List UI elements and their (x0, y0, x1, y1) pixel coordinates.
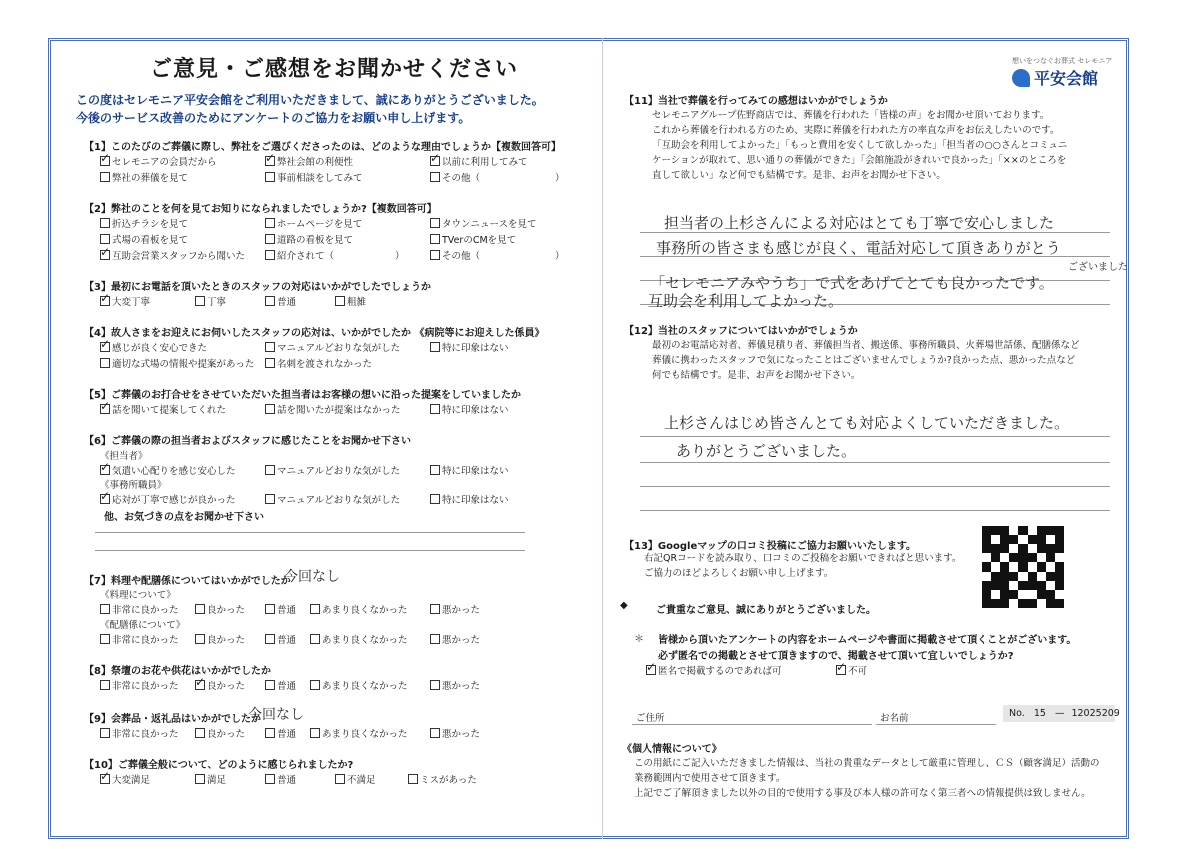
q6-option[interactable]: 特に印象はない (430, 463, 509, 477)
checkbox[interactable] (100, 634, 110, 644)
q2-option[interactable]: 道路の看板を見て (265, 232, 353, 246)
q1-option[interactable]: 弊社の葬儀を見て (100, 170, 188, 184)
checkbox[interactable] (265, 342, 275, 352)
q7-handwritten-note: 今回なし (284, 569, 340, 585)
checkbox[interactable] (430, 234, 440, 244)
question-12: 【12】当社のスタッフについてはいかがでしょうか (624, 326, 858, 337)
checkbox[interactable] (100, 604, 110, 614)
question-4: 【4】故人さまをお迎えにお伺いしたスタッフの応対は、いかがでしたか 《病院等にお迎えした係員》 (84, 328, 545, 339)
writing-line[interactable] (640, 462, 1110, 463)
checkbox[interactable] (100, 172, 110, 182)
q2-option[interactable]: ✓互助会営業スタッフから聞いた (100, 248, 245, 262)
rating-option[interactable]: 悪かった (430, 678, 480, 692)
checkbox-checked[interactable] (430, 156, 440, 166)
q12-handwritten-answer: ありがとうございました。 (676, 442, 857, 460)
q2-option[interactable]: 折込チラシを見て (100, 216, 188, 230)
checkbox[interactable] (195, 604, 205, 614)
serial-dash: — (1054, 708, 1065, 719)
q11-handwritten-answer: 「セレモニアみやうち」で式をあげてとても良かったです。 (650, 274, 1054, 292)
rating-option[interactable]: 悪かった (430, 602, 480, 616)
intro-line-2: 今後のサービス改善のためにアンケートのご協力をお願い申し上げます。 (76, 111, 471, 125)
question-7: 【7】料理や配膳係についてはいかがでしたか (84, 576, 291, 587)
checkbox-checked[interactable] (836, 665, 846, 675)
checkbox[interactable] (430, 728, 440, 738)
rating-option[interactable]: あまり良くなかった (310, 678, 408, 692)
q3-option[interactable]: 丁寧 (195, 294, 226, 308)
checkbox[interactable] (265, 172, 275, 182)
checkbox-checked[interactable] (100, 342, 110, 352)
checkbox[interactable] (430, 172, 440, 182)
q13-instructions: 右記QRコードを読み取り、口コミのご投稿をお願いできればと思います。 ご協力のほどよろしくお願い申し上げます。 (644, 553, 962, 579)
rating-option[interactable]: あまり良くなかった (310, 632, 408, 646)
q4-option[interactable]: 適切な式場の情報や提案があった (100, 356, 254, 370)
privacy-body: この用紙にご記入いただきました情報は、当社の貴重なデータとして厳重に管理し、ＣＳ（顧客満足）活動の 業務範囲内で使用させて頂きます。 上記でご了解頂きました以外の目的で使用する事及び本人様の許可なく第三者への情報提供は致しません。 (634, 758, 1100, 799)
checkbox-checked[interactable] (100, 296, 110, 306)
checkbox[interactable] (430, 342, 440, 352)
q9-handwritten-note: 今回なし (248, 707, 304, 723)
rating-option[interactable]: 普通 (265, 678, 296, 692)
q2-option[interactable]: タウンニュースを見て (430, 216, 537, 230)
checkbox[interactable] (335, 774, 345, 784)
checkbox[interactable] (430, 465, 440, 475)
rating-option[interactable]: 普通 (265, 602, 296, 616)
checkbox-checked[interactable] (646, 665, 656, 675)
q2-option[interactable]: TVerのCMを見て (430, 232, 516, 246)
rating-option[interactable]: あまり良くなかった (310, 602, 408, 616)
q2-paren: ） (555, 251, 565, 262)
q12-handwritten-answer: 上杉さんはじめ皆さんとても対応よくしていただきました。 (664, 414, 1070, 432)
checkbox[interactable] (310, 604, 320, 614)
checkbox[interactable] (100, 358, 110, 368)
q5-option[interactable]: ✓話を聞いて提案してくれた (100, 402, 226, 416)
q1-option[interactable]: ✓セレモニアの会員だから (100, 154, 217, 168)
q1-option[interactable]: ✓ 以前に利用してみて (430, 154, 528, 168)
q10-option[interactable]: 普通 (265, 772, 296, 786)
q6-option[interactable]: マニュアルどおりな気がした (265, 463, 400, 477)
name-label: お名前 (880, 713, 909, 724)
page-title: ご意見・ご感想をお聞かせください (150, 57, 519, 82)
q4-option[interactable]: 名刺を渡されなかった (265, 356, 372, 370)
q6-sub-office: 《事務所職員》 (100, 480, 167, 491)
q10-option[interactable]: ✓大変満足 (100, 772, 150, 786)
question-8: 【8】祭壇のお花や供花はいかがでしたか (84, 666, 271, 677)
rating-option[interactable]: 悪かった (430, 632, 480, 646)
checkbox-checked[interactable] (100, 250, 110, 260)
q2-paren: ） (395, 251, 405, 262)
writing-line[interactable] (640, 486, 1110, 487)
q2-option[interactable]: ホームページを見て (265, 216, 362, 230)
writing-line[interactable] (95, 550, 525, 551)
q3-option[interactable]: ✓大変丁寧 (100, 294, 150, 308)
q2-option[interactable]: 紹介されて（ (265, 248, 334, 262)
q5-option[interactable]: 話を聞いたが提案はなかった (265, 402, 401, 416)
intro-line-1: この度はセレモニア平安会館をご利用いただきまして、誠にありがとうございました。 (76, 93, 544, 107)
logo-tagline: 想いをつなぐお葬式 セレモニア (1012, 57, 1113, 65)
checkbox[interactable] (265, 234, 275, 244)
name-field[interactable] (876, 724, 996, 725)
q4-option[interactable]: ✓感じが良く安心できた (100, 340, 207, 354)
checkbox[interactable] (430, 494, 440, 504)
publish-question-2: 必ず匿名での掲載とさせて頂きますので、掲載させて頂いて宜しいでしょうか? (658, 651, 1014, 662)
checkbox[interactable] (195, 728, 205, 738)
serial-number-box (1003, 705, 1120, 722)
serial-label: No. (1009, 708, 1025, 719)
qr-code-icon[interactable] (982, 526, 1064, 608)
checkbox-checked[interactable] (100, 494, 110, 504)
q1-paren: ） (555, 173, 565, 184)
question-1: 【1】このたびのご葬儀に際し、弊社をご選びくださったのは、どのような理由でしょうか【複数回答可】 (84, 142, 561, 153)
checkbox[interactable] (430, 680, 440, 690)
serial-value: 15 (1033, 708, 1046, 719)
rating-option[interactable]: 非常に良かった (100, 632, 179, 646)
q11-instructions: セレモニアグループ佐野商店では、葬儀を行われた「皆様の声」をお聞かせ頂いております。 これから葬儀を行われる方のため、実際に葬儀を行われた方の率直な声をお伝えしたいのです。 「互助会を利用してよかった」「もっと費用を安くして欲しかった」「担当者の○○さんとコミュニ ケーションが取れて、思い通りの葬儀ができた」「会館施設がきれいで良かった」「××のところを 直して欲しい」など何でも結構です。是非、お声をお聞かせ下さい。 (652, 110, 1068, 181)
q3-option[interactable]: 普通 (265, 294, 296, 308)
question-13: 【13】Googleマップの口コミ投稿にご協力お願いいたします。 (624, 541, 917, 552)
serial-code: 12025209 (1071, 708, 1120, 719)
q10-option[interactable]: 不満足 (335, 772, 376, 786)
question-9: 【9】会葬品・返礼品はいかがでしたか (84, 714, 261, 725)
rating-option[interactable]: 非常に良かった (100, 678, 179, 692)
q12-instructions: 最初のお電話応対者、葬儀見積り者、葬儀担当者、搬送係、事務所職員、火葬場世話係、配膳係など 葬儀に携わったスタッフで気になったことはございませんでしょうか?良かった点、悪かった点など 何でも結構です。是非、お声をお聞かせ下さい。 (652, 340, 1080, 381)
q3-option[interactable]: 粗雑 (335, 294, 366, 308)
checkbox-checked[interactable] (195, 680, 205, 690)
checkbox[interactable] (430, 404, 440, 414)
q1-option[interactable]: ✓ 弊社会館の利便性 (265, 154, 353, 168)
page-fold (602, 38, 603, 839)
q6-other-label: 他、お気づきの点をお聞かせ下さい (104, 512, 264, 523)
checkbox[interactable] (265, 218, 275, 228)
checkbox[interactable] (430, 634, 440, 644)
q1-option[interactable]: 事前相談をしてみて (265, 170, 363, 184)
q4-option[interactable]: マニュアルどおりな気がした (265, 340, 400, 354)
checkbox[interactable] (195, 296, 205, 306)
checkbox[interactable] (100, 680, 110, 690)
question-5: 【5】ご葬儀のお打合せをさせていただいた担当者はお客様の想いに沿った提案をしていましたか (84, 390, 521, 401)
rating-option[interactable]: 非常に良かった (100, 602, 179, 616)
checkbox[interactable] (265, 494, 275, 504)
checkbox[interactable] (265, 358, 275, 368)
checkbox[interactable] (310, 680, 320, 690)
checkbox[interactable] (100, 234, 110, 244)
rating-option[interactable]: 普通 (265, 632, 296, 646)
q7-sub-serving: 《配膳係について》 (100, 620, 186, 631)
checkbox[interactable] (430, 604, 440, 614)
checkbox[interactable] (195, 774, 205, 784)
publish-option[interactable]: ✓匿名で掲載するのであれば可 (646, 663, 782, 677)
question-10: 【10】ご葬儀全般について、どのように感じられましたか? (84, 760, 354, 771)
q5-option[interactable]: 特に印象はない (430, 402, 509, 416)
checkbox[interactable] (265, 634, 275, 644)
checkbox[interactable] (265, 296, 275, 306)
rating-option[interactable]: 良かった (195, 602, 245, 616)
asterisk-icon: ＊ (634, 634, 644, 645)
writing-line[interactable] (640, 510, 1110, 511)
checkbox[interactable] (265, 250, 275, 260)
checkbox[interactable] (265, 774, 275, 784)
q11-handwritten-answer: 事務所の皆さまも感じが良く、電話対応して頂きありがとう (656, 239, 1061, 257)
question-3: 【3】最初にお電話を頂いたときのスタッフの対応はいかがでしたでしょうか (84, 282, 431, 293)
q4-option[interactable]: 特に印象はない (430, 340, 509, 354)
checkbox[interactable] (100, 218, 110, 228)
q6-sub-staff: 《担当者》 (100, 451, 148, 462)
publish-option[interactable]: ✓ 不可 (836, 663, 867, 677)
checkbox[interactable] (430, 250, 440, 260)
q2-option[interactable]: 式場の看板を見て (100, 232, 188, 246)
rating-option[interactable]: 悪かった (430, 726, 480, 740)
address-field[interactable] (632, 724, 872, 725)
checkbox-checked[interactable] (100, 156, 110, 166)
q7-sub-food: 《料理について》 (100, 590, 176, 601)
checkbox[interactable] (100, 728, 110, 738)
checkbox[interactable] (408, 774, 418, 784)
q6-option[interactable]: 特に印象はない (430, 492, 509, 506)
address-label: ご住所 (636, 713, 665, 724)
checkbox[interactable] (430, 218, 440, 228)
q10-option[interactable]: 満足 (195, 772, 226, 786)
question-11: 【11】当社で葬儀を行ってみての感想はいかがでしょうか (624, 96, 888, 107)
logo-name: 平安会館 (1034, 69, 1099, 88)
q11-handwritten-answer: 担当者の上杉さんによる対応はとても丁寧で安心しました (664, 214, 1055, 232)
diamond-bullet-icon: ◆ (620, 600, 628, 611)
writing-line[interactable] (640, 436, 1110, 437)
publish-question-1: 皆様から頂いたアンケートの内容をホームページや書面に掲載させて頂くことがございます。 (658, 635, 1077, 646)
checkbox[interactable] (265, 728, 275, 738)
rating-option[interactable]: 良かった (195, 632, 245, 646)
question-2: 【2】弊社のことを何を見てお知りになられましたでしょうか?【複数回答可】 (84, 204, 437, 215)
q1-option[interactable]: その他（ (430, 170, 480, 184)
q6-option[interactable]: マニュアルどおりな気がした (265, 492, 400, 506)
q11-handwritten-answer: 互助会を利用してよかった。 (648, 292, 844, 310)
checkbox[interactable] (310, 634, 320, 644)
checkbox[interactable] (265, 404, 275, 414)
checkbox-checked[interactable] (100, 404, 110, 414)
logo-mark-icon (1012, 69, 1030, 87)
checkbox[interactable] (335, 296, 345, 306)
checkbox[interactable] (195, 634, 205, 644)
checkbox[interactable] (265, 604, 275, 614)
company-logo (1012, 56, 1112, 89)
q6-option[interactable]: ✓応対が丁寧で感じが良かった (100, 492, 236, 506)
rating-option[interactable]: 普通 (265, 726, 296, 740)
question-6: 【6】ご葬儀の際の担当者およびスタッフに感じたことをお聞かせ下さい (84, 436, 411, 447)
checkbox-checked[interactable] (265, 156, 275, 166)
rating-option[interactable]: ✓ 良かった (195, 678, 245, 692)
q6-option[interactable]: ✓気遣い心配りを感じ安心した (100, 463, 236, 477)
rating-option[interactable]: 良かった (195, 726, 245, 740)
rating-option[interactable]: あまり良くなかった (310, 726, 408, 740)
checkbox[interactable] (310, 728, 320, 738)
checkbox-checked[interactable] (100, 465, 110, 475)
q10-option[interactable]: ミスがあった (408, 772, 477, 786)
thanks-message: ご貴重なご意見、誠にありがとうございました。 (656, 605, 876, 616)
rating-option[interactable]: 非常に良かった (100, 726, 179, 740)
checkbox[interactable] (265, 680, 275, 690)
q11-handwritten-extra: ございました (1068, 262, 1128, 273)
writing-line[interactable] (95, 532, 525, 533)
q2-option[interactable]: その他（ (430, 248, 480, 262)
checkbox-checked[interactable] (100, 774, 110, 784)
checkbox[interactable] (265, 465, 275, 475)
privacy-title: 《個人情報について》 (622, 744, 722, 755)
